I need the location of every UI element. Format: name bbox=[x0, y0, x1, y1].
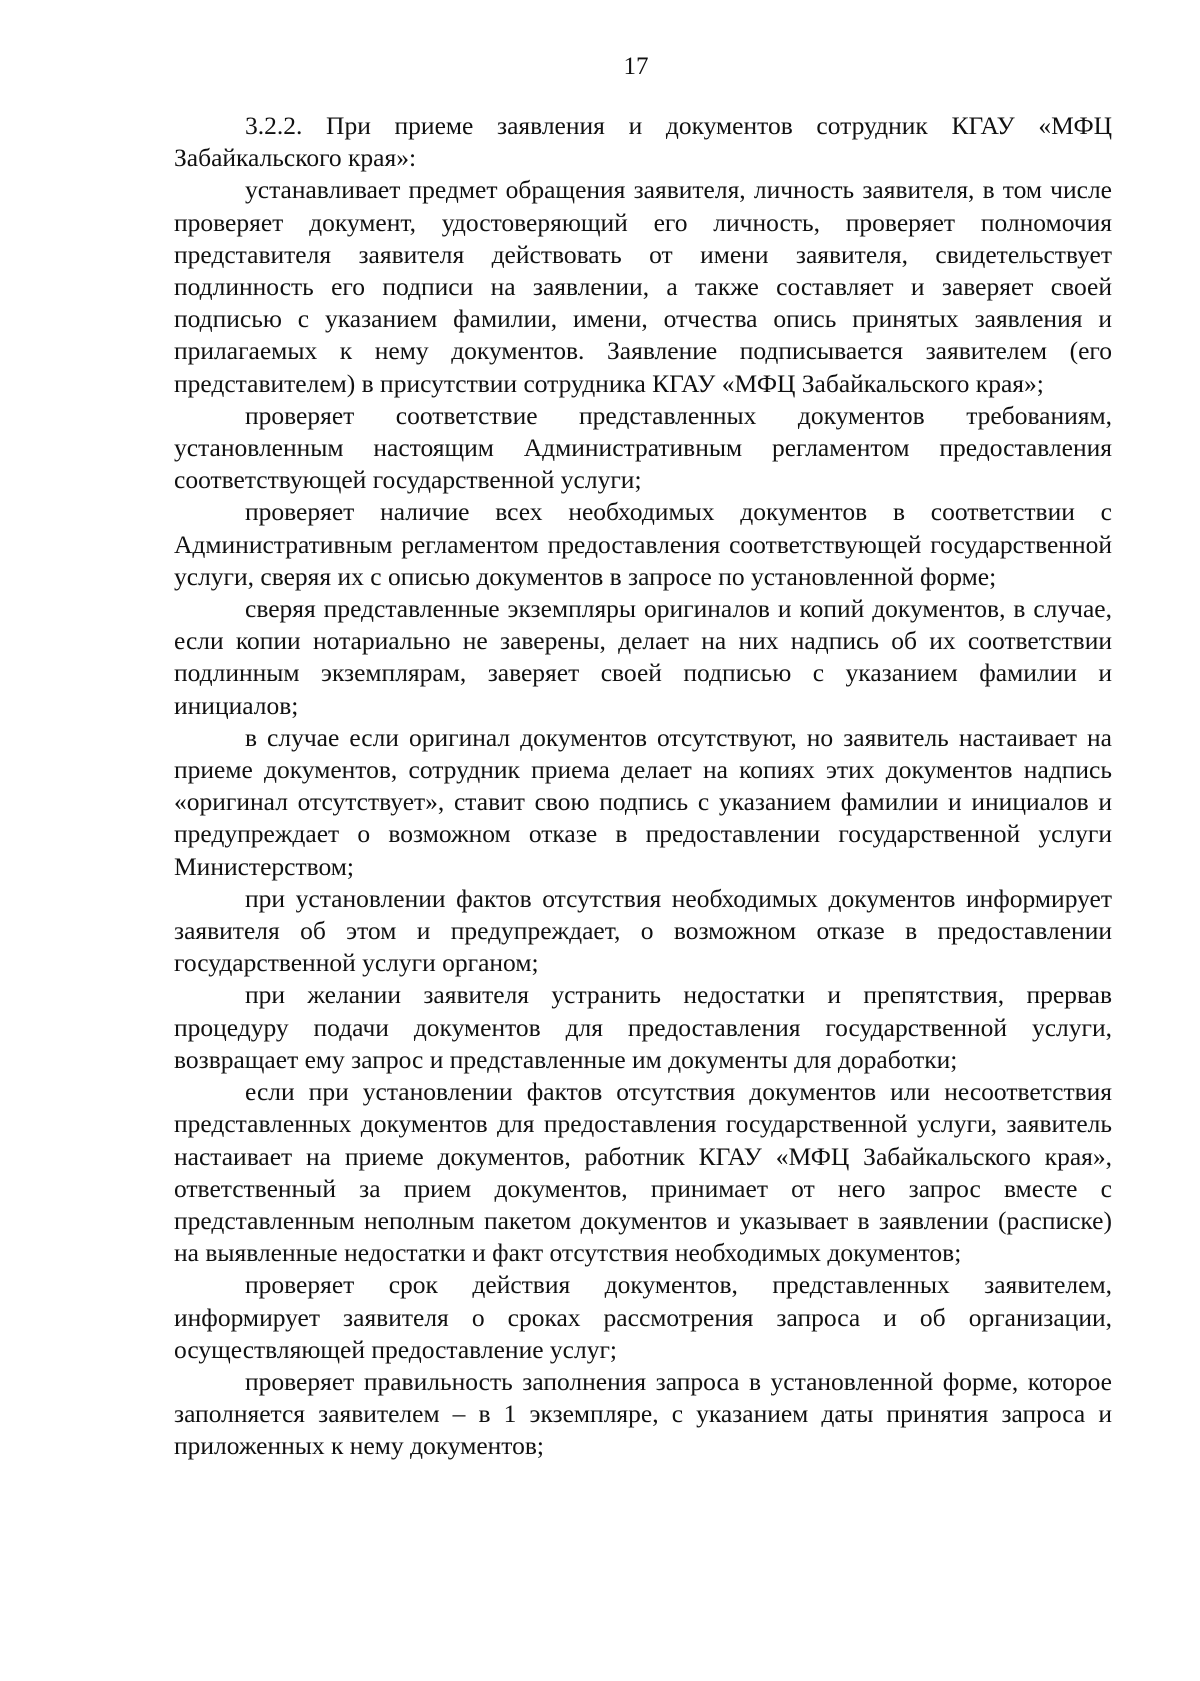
paragraph: в случае если оригинал документов отсутствуют, но заявитель настаивает на приеме документов, сотрудник приема делает на копиях этих документов надпись «оригинал отсутствует», ставит свою подпись с указанием фамилии и инициалов и предупреждает о возможном отказе в предоставлении государственной услуги Министерством; bbox=[174, 722, 1112, 881]
paragraph: проверяет правильность заполнения запроса в установленной форме, которое заполняется заявителем – в 1 экземпляре, с указанием даты принятия запроса и приложенных к нему документов; bbox=[174, 1366, 1112, 1461]
paragraph: проверяет срок действия документов, представленных заявителем, информирует заявителя о сроках рассмотрения запроса и об организации, осуществляющей предоставление услуг; bbox=[174, 1270, 1112, 1364]
paragraph: проверяет соответствие представленных документов требованиям, установленным настоящим Административным регламентом предоставления соответствующей государственной услуги; bbox=[174, 400, 1112, 495]
paragraph: при установлении фактов отсутствия необходимых документов информирует заявителя об этом и предупреждает, о возможном отказе в предоставлении государственной услуги органом; bbox=[174, 883, 1112, 978]
paragraph: устанавливает предмет обращения заявителя, личность заявителя, в том числе проверяет документ, удостоверяющий его личность, проверяет полномочия представителя заявителя действовать от имени заявителя, свидетельствует подлинность его подписи на заявлении, а также составляет и заверяет своей подписью с указанием фамилии, имени, отчества опись принятых заявления и прилагаемых к нему документов. Заявление подписывается заявителем (его представителем) в присутствии сотрудника КГАУ «МФЦ Забайкальского края»; bbox=[174, 175, 1112, 398]
paragraph-section-heading: 3.2.2. При приеме заявления и документов сотрудник КГАУ «МФЦ Забайкальского края»: bbox=[174, 111, 1112, 173]
paragraph: если при установлении фактов отсутствия документов или несоответствия представленных документов для предоставления государственной услуги, заявитель настаивает на приеме документов, работник КГАУ «МФЦ Забайкальского края», ответственный за прием документов, принимает от него запрос вместе с представленным неполным пакетом документов и указывает в заявлении (расписке) на выявленные недостатки и факт отсутствия необходимых документов; bbox=[174, 1077, 1112, 1268]
paragraph: при желании заявителя устранить недостатки и препятствия, прервав процедуру подачи документов для предоставления государственной услуги, возвращает ему запрос и представленные им документы для доработки; bbox=[174, 980, 1112, 1074]
paragraph: проверяет наличие всех необходимых документов в соответствии с Административным регламентом предоставления соответствующей государственной услуги, сверяя их с описью документов в запросе по установленной форме; bbox=[174, 497, 1112, 591]
document-body bbox=[174, 110, 1112, 1463]
paragraph: сверяя представленные экземпляры оригиналов и копий документов, в случае, если копии нотариально не заверены, делает на них надпись об их соответствии подлинным экземплярам, заверяет своей подписью с указанием фамилии и инициалов; bbox=[174, 594, 1112, 720]
page-number: 17 bbox=[623, 53, 649, 80]
